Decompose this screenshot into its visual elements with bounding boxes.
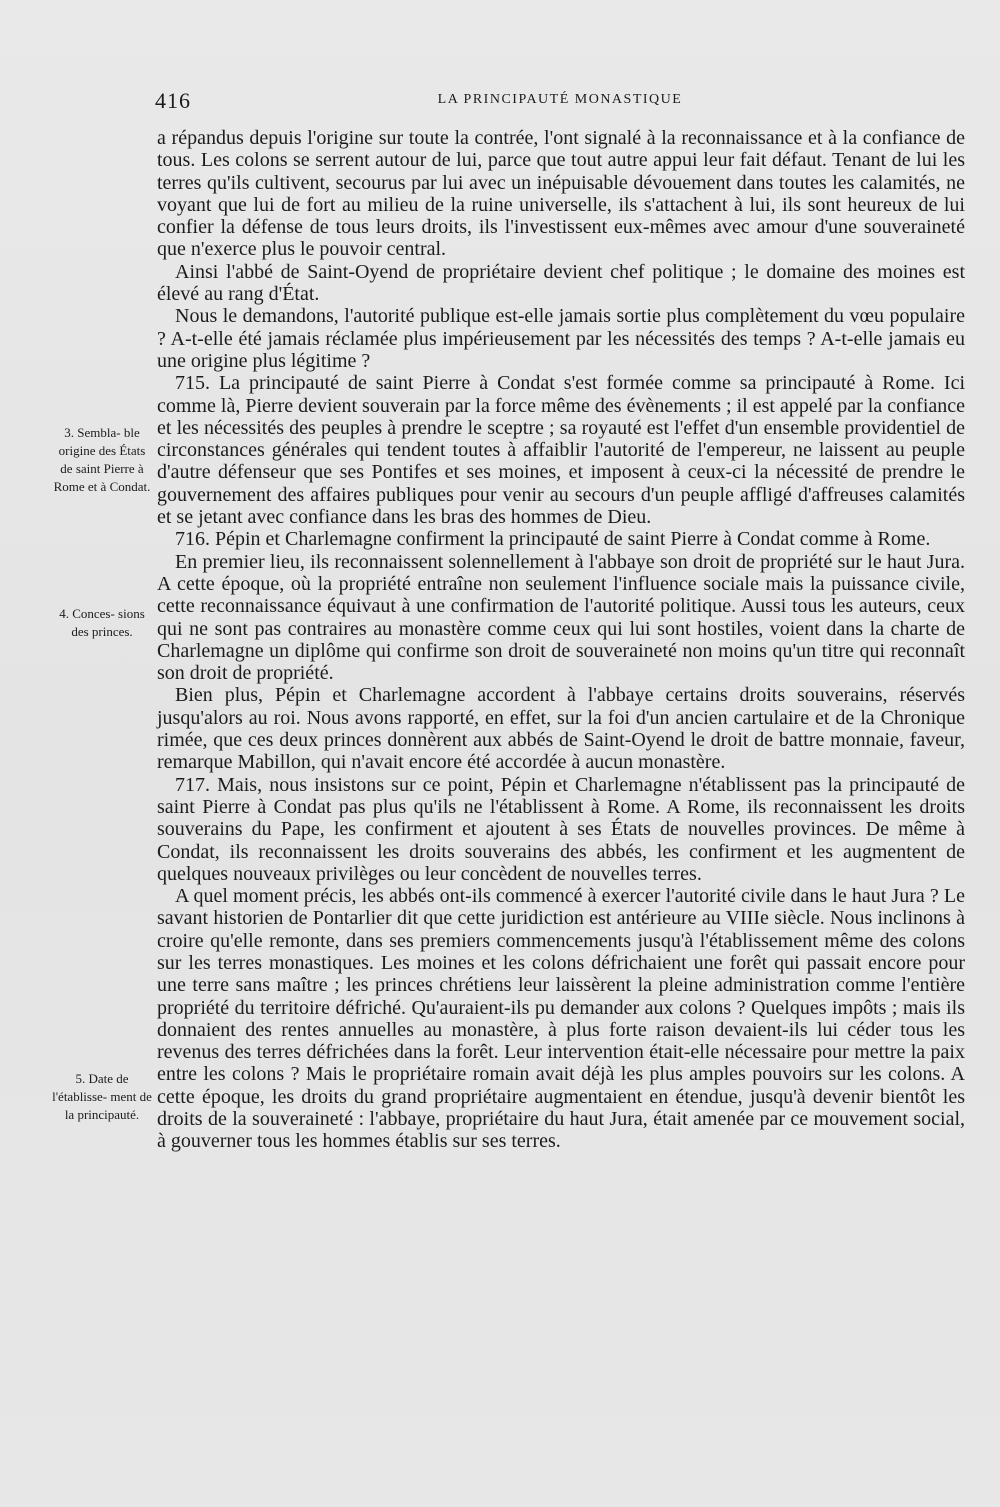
sidenote-date-etablissement: 5. Date de l'établisse- ment de la principauté.: [52, 1071, 152, 1122]
running-title: LA PRINCIPAUTÉ MONASTIQUE: [437, 92, 683, 107]
paragraph-premier-lieu: En premier lieu, ils reconnaissent solennellement à l'abbaye son droit de propriété sur le haut Jura. A cette époque, où la propriété entraîne non seulement l'influence sociale mais la puissance civile, cette reconnaissance équivaut à une confirmation de l'autorité politique. Aussi tous les auteurs, ceux qui ne sont pas contraires au monastère comme ceux qui lui sont hostiles, voient dans la charte de Charlemagne un diplôme qui confirme son droit de souveraineté non moins qu'un titre qui reconnaît son droit de propriété.: [157, 550, 965, 685]
sidenote-concessions-des-princes: 4. Conces- sions des princes.: [59, 606, 145, 639]
paragraph-717: 717. Mais, nous insistons sur ce point, Pépin et Charlemagne n'établissent pas la principauté de saint Pierre à Condat pas plus qu'ils ne l'établissent à Rome. A Rome, ils reconnaissent les droits souverains du Pape, les confirment et ajoutent à ses États de nouvelles provinces. De même à Condat, ils reconnaissent les droits souverains des abbés, les confirment et les augmentent de quelques nouveaux privilèges ou leur concèdent de nouvelles terres.: [157, 773, 965, 885]
paragraph-716: 716. Pépin et Charlemagne confirment la principauté de saint Pierre à Condat comme à Rome.: [175, 528, 931, 551]
paragraph-autorite-publique: Nous le demandons, l'autorité publique est-elle jamais sortie plus complètement du vœu populaire ? A-t-elle été jamais réclamée plus impérieusement par les nécessités des temps ? A-t-elle jamais eu une origine plus légitime ?: [157, 305, 965, 372]
running-head: [155, 88, 965, 116]
paragraph-abbe-chef-politique: Ainsi l'abbé de Saint-Oyend de propriétaire devient chef politique ; le domaine des moines est élevé au rang d'État.: [157, 260, 965, 306]
paragraph-quel-moment: A quel moment précis, les abbés ont-ils commencé à exercer l'autorité civile dans le haut Jura ? Le savant historien de Pontarlier dit que cette juridiction est antérieure au VIIIe siècle. Nous inclinons à croire qu'elle remonte, dans ses premiers commencements jusqu'à l'établissement même des colons sur les terres monastiques. Les moines et les colons défrichaient une forêt qui passait encore pour une terre sans maître ; les princes chrétiens leur laissèrent la pleine administration comme l'entière propriété du territoire défriché. Qu'auraient-ils pu demander aux colons ? Quelques impôts ; mais ils donnaient des rentes annuelles au monastère, à plus forte raison devaient-ils lui céder tous les revenus des terres défrichées dans la forêt. Leur intervention était-elle nécessaire pour mettre la paix entre les colons ? Mais le propriétaire romain avait déjà les plus amples pouvoirs sur les colons. A cette époque, les droits du grand propriétaire augmentaient en étendue, jusqu'à devenir bientôt les droits de la souveraineté : l'abbaye, propriétaire du haut Jura, était amenée par ce mouvement social, à gouverner tous les hommes établis sur ses terres.: [157, 885, 965, 1153]
page-number: 416: [155, 88, 191, 113]
sidenote-semblable-origine: 3. Sembla- ble origine des États de saint Pierre à Rome et à Condat.: [53, 425, 151, 494]
paragraph-continuation: a répandus depuis l'origine sur toute la contrée, l'ont signalé à la reconnaissance et à la confiance de tous. Les colons se serrent autour de lui, parce que tout autre appui leur fait défaut. Tenant de lui les terres qu'ils cultivent, secourus par lui avec un inépuisable dévouement dans toutes les calamités, ne voyant que lui de fort au milieu de la ruine universelle, ils s'attachent à lui, ils sont heureux de lui confier la défense de tous leurs droits, ils l'investissent eux-mêmes avec amour d'une souveraineté que n'exerce plus le pouvoir central.: [157, 127, 965, 261]
paragraph-715: 715. La principauté de saint Pierre à Condat s'est formée comme sa principauté à Rome. Ici comme là, Pierre devient souverain par la force même des évènements ; il est appelé par la confiance et les nécessités des peuples à prendre le sceptre ; sa royauté est l'effet d'un ensemble providentiel de circonstances générales qui tendent toutes à affaiblir l'autorité de l'empereur, ne laissent au peuple d'autre défenseur que ses Pontifes et ses moines, et imposent à ceux-ci la nécessité de prendre le gouvernement des affaires publiques pour venir au secours d'un peuple affligé d'affreuses calamités et se jetant avec confiance dans les bras des hommes de Dieu.: [157, 372, 965, 529]
paragraph-bien-plus: Bien plus, Pépin et Charlemagne accordent à l'abbaye certains droits souverains, réservés jusqu'alors au roi. Nous avons rapporté, en effet, sur la foi d'un ancien cartulaire et de la Chronique rimée, que ces deux princes donnèrent aux abbés de Saint-Oyend le droit de battre monnaie, faveur, remarque Mabillon, qui n'avait encore été accordée à aucun monastère.: [157, 684, 965, 774]
main-text: [157, 127, 965, 1153]
